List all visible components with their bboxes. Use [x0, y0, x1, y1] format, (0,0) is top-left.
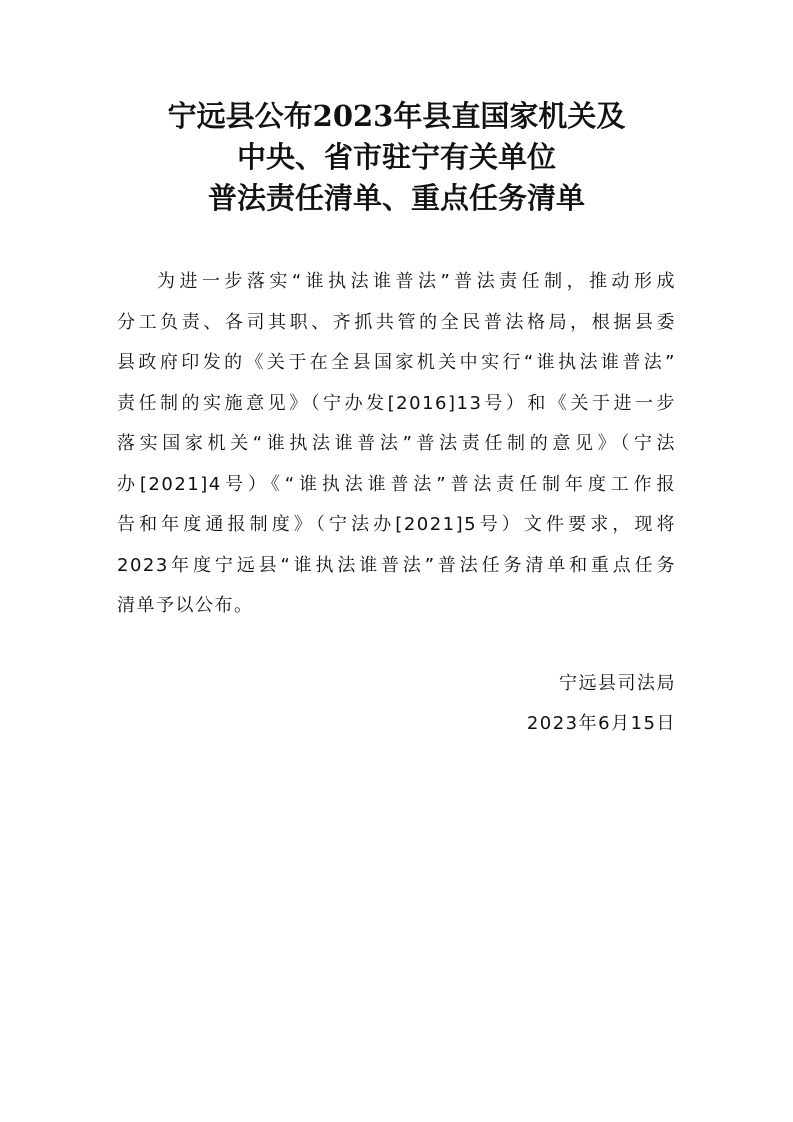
body-line-3: 县政府印发的《关于在全县国家机关中实行“谁执法谁普法” [117, 352, 676, 373]
document-body [117, 262, 676, 627]
body-line-5: 落实国家机关“谁执法谁普法”普法责任制的意见》（宁法 [117, 433, 676, 454]
body-line-2: 分工负责、各司其职、齐抓共管的全民普法格局，根据县委 [117, 311, 676, 333]
signature-organization: 宁远县司法局 [559, 673, 676, 694]
body-line-9: 清单予以公布。 [117, 595, 254, 616]
signature-block [527, 664, 676, 744]
body-line-4: 责任制的实施意见》（宁办发[2016]13号）和《关于进一步 [117, 392, 676, 414]
title-line-1: 宁远县公布2023年县直国家机关及 [167, 99, 626, 133]
title-line-2: 中央、省市驻宁有关单位 [236, 140, 556, 174]
document-title [0, 96, 793, 219]
body-line-7: 告和年度通报制度》（宁法办[2021]5号）文件要求，现将 [117, 514, 676, 535]
title-line-3: 普法责任清单、重点任务清单 [207, 181, 585, 215]
body-line-8: 2023年度宁远县“谁执法谁普法”普法任务清单和重点任务 [117, 554, 676, 576]
signature-date: 2023年6月15日 [526, 713, 676, 734]
body-line-6: 办[2021]4号）《“谁执法谁普法”普法责任制年度工作报 [117, 473, 676, 495]
body-line-1: 为进一步落实“谁执法谁普法”普法责任制，推动形成 [157, 271, 676, 292]
